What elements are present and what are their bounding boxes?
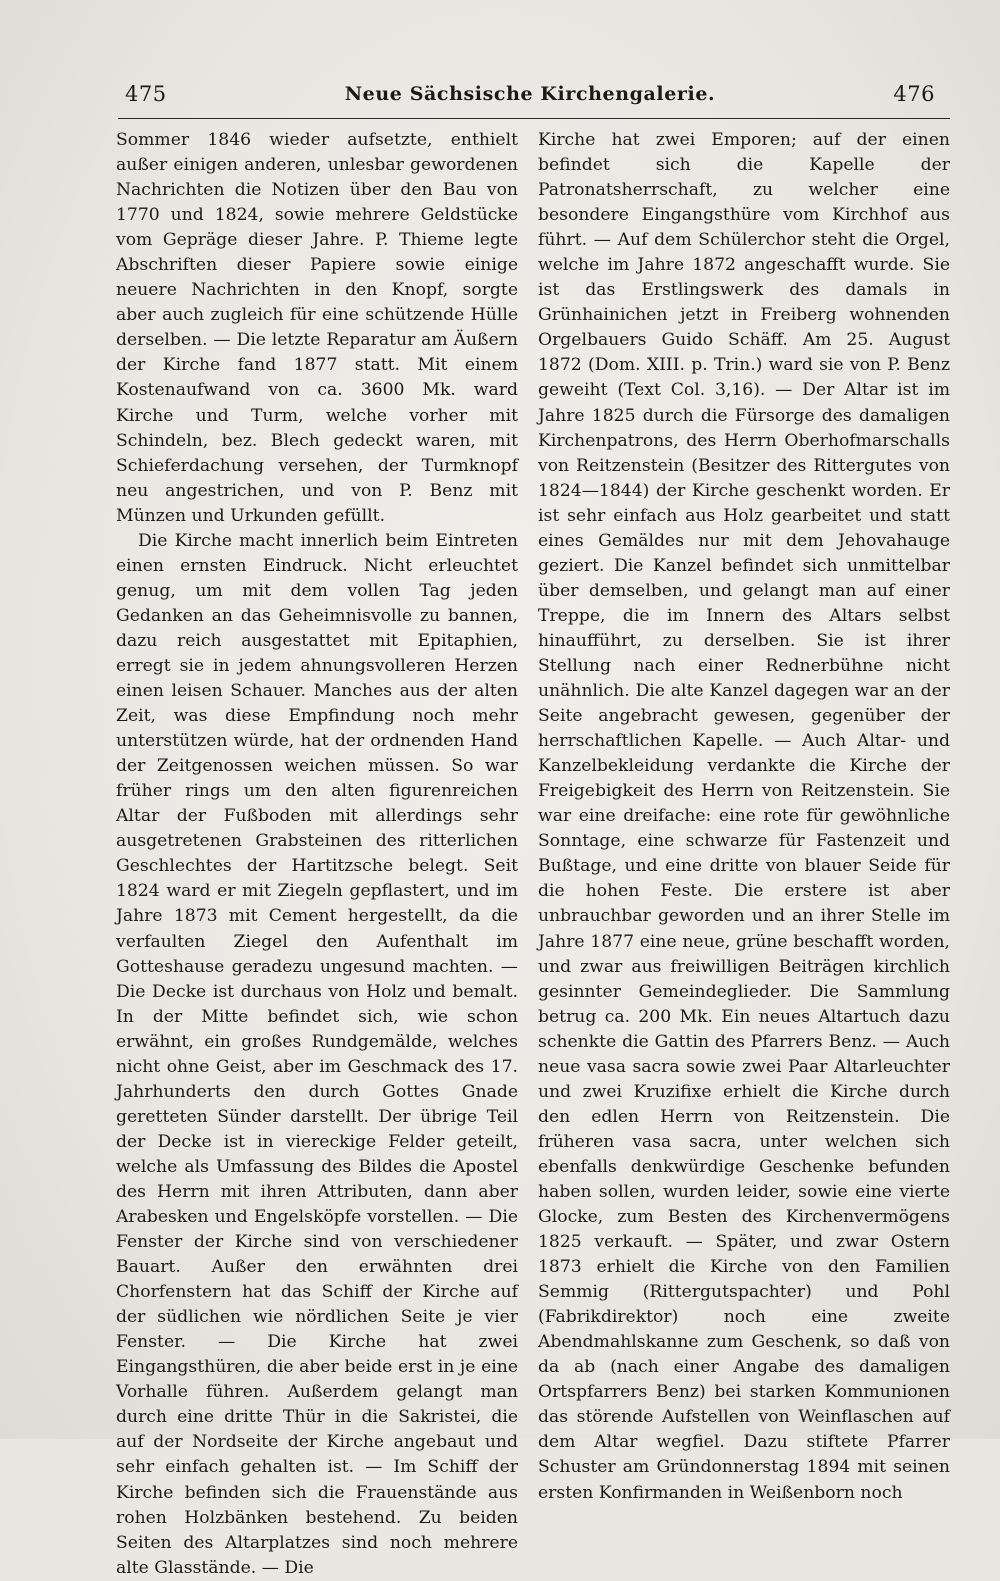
running-title: Neue Sächsische Kirchengalerie. — [344, 83, 716, 105]
page-number-left: 475 — [125, 82, 167, 106]
text-column-left — [116, 128, 518, 1578]
header-rule — [118, 118, 950, 119]
paragraph: Sommer 1846 wieder aufsetzte, enthielt außer einigen anderen, unlesbar gewordenen Nachrichten die Notizen über den Bau von 1770 und 1824, sowie mehrere Geldstücke vom Gepräge dieser Jahre. P. Thieme legte Abschriften dieser Papiere sowie einige neuere Nachrichten in den Knopf, sorgte aber auch zugleich für eine schützende Hülle derselben. — Die letzte Reparatur am Äußern der Kirche fand 1877 statt. Mit einem Kostenaufwand von ca. 3600 Mk. ward Kirche und Turm, welche vorher mit Schindeln, bez. Blech gedeckt waren, mit Schieferdachung versehen, der Turmknopf neu angestrichen, und von P. Benz mit Münzen und Urkunden gefüllt. — [116, 130, 518, 526]
text-column-right — [538, 128, 950, 1503]
page-number-right: 476 — [893, 82, 935, 106]
paragraph: Die Kirche macht innerlich beim Eintreten einen ernsten Eindruck. Nicht erleuchtet genug, um mit dem vollen Tag jeden Gedanken an das Geheimnisvolle zu bannen, dazu reich ausgestattet mit Epitaphien, erregt sie in jedem ahnungsvolleren Herzen einen leisen Schauer. Manches aus der alten Zeit, was diese Empfindung noch mehr unterstützen würde, hat der ordnenden Hand der Zeitgenossen weichen müssen. So war früher rings um den alten figurenreichen Altar der Fußboden mit allerdings sehr ausgetretenen Grabsteinen des ritterlichen Geschlechtes der Hartitzsche belegt. Seit 1824 ward er mit Ziegeln gepflastert, und im Jahre 1873 mit Cement hergestellt, da die verfaulten Ziegel den Aufenthalt im Gotteshause geradezu ungesund machten. — Die Decke ist durchaus von Holz und bemalt. In der Mitte befindet sich, wie schon erwähnt, ein großes Rundgemälde, welches nicht ohne Geist, aber im Geschmack des 17. Jahrhunderts den durch Gottes Gnade geretteten Sünder darstellt. Der übrige Teil der Decke ist in viereckige Felder geteilt, welche als Umfassung des Bildes die Apostel des Herrn mit ihren Attributen, dann aber Arabesken und Engelsköpfe vorstellen. — Die Fenster der Kirche sind von verschiedener Bauart. Außer den erwähnten drei Chorfenstern hat das Schiff der Kirche auf der südlichen wie nördlichen Seite je vier Fenster. — Die Kirche hat zwei Eingangsthüren, die aber beide erst in je eine Vorhalle führen. Außerdem gelangt man durch eine dritte Thür in die Sakristei, die auf der Nordseite der Kirche angebaut und sehr einfach gehalten ist. — Im Schiff der Kirche befinden sich die Frauenstände aus rohen Holzbänken bestehend. Zu beiden Seiten des Altarplatzes sind noch mehrere alte Glasstände. — Die — [116, 530, 518, 1578]
paragraph: Kirche hat zwei Emporen; auf der einen befindet sich die Kapelle der Patronatsherrschaft, zu welcher eine besondere Eingangsthüre vom Kirchhof aus führt. — Auf dem Schülerchor steht die Orgel, welche im Jahre 1872 angeschafft wurde. Sie ist das Erstlingswerk des damals in Grünhainichen jetzt in Freiberg wohnenden Orgelbauers Guido Schäff. Am 25. August 1872 (Dom. XIII. p. Trin.) ward sie von P. Benz geweiht (Text Col. 3,16). — Der Altar ist im Jahre 1825 durch die Fürsorge des damaligen Kirchenpatrons, des Herrn Oberhofmarschalls von Reitzenstein (Besitzer des Rittergutes von 1824—1844) der Kirche geschenkt worden. Er ist sehr einfach aus Holz gearbeitet und statt eines Gemäldes nur mit dem Jehovahauge geziert. Die Kanzel befindet sich unmittelbar über demselben, und gelangt man auf einer Treppe, die im Innern des Altars selbst hinaufführt, zu derselben. Sie ist ihrer Stellung nach einer Rednerbühne nicht unähnlich. Die alte Kanzel dagegen war an der Seite angebracht gewesen, gegenüber der herrschaftlichen Kapelle. — Auch Altar- und Kanzelbekleidung verdankte die Kirche der Freigebigkeit des Herrn von Reitzenstein. Sie war eine dreifache: eine rote für gewöhnliche Sonntage, eine schwarze für Fastenzeit und Bußtage, und eine dritte von blauer Seide für die hohen Feste. Die erstere ist aber unbrauchbar geworden und an ihrer Stelle im Jahre 1877 eine neue, grüne beschafft worden, und zwar aus freiwilligen Beiträgen kirchlich gesinnter Gemeindeglieder. Die Sammlung betrug ca. 200 Mk. Ein neues Altartuch dazu schenkte die Gattin des Pfarrers Benz. — Auch neue vasa sacra sowie zwei Paar Altarleuchter und zwei Kruzifixe erhielt die Kirche durch den edlen Herrn von Reitzenstein. Die früheren vasa sacra, unter welchen sich ebenfalls denkwürdige Geschenke befunden haben sollen, wurden leider, sowie eine vierte Glocke, zum Besten des Kirchenvermögens 1825 verkauft. — Später, und zwar Ostern 1873 erhielt die Kirche von den Familien Semmig (Rittergutspachter) und Pohl (Fabrikdirektor) noch eine zweite Abendmahlskanne zum Geschenk, so daß von da ab (nach einer Angabe des damaligen Ortspfarrers Benz) bei starken Kommunionen das störende Aufstellen von Weinflaschen auf dem Altar wegfiel. Dazu stiftete Pfarrer Schuster am Gründonnerstag 1894 mit seinen ersten Konfirmanden in Weißenborn noch — [538, 130, 950, 1503]
running-header — [125, 82, 935, 116]
